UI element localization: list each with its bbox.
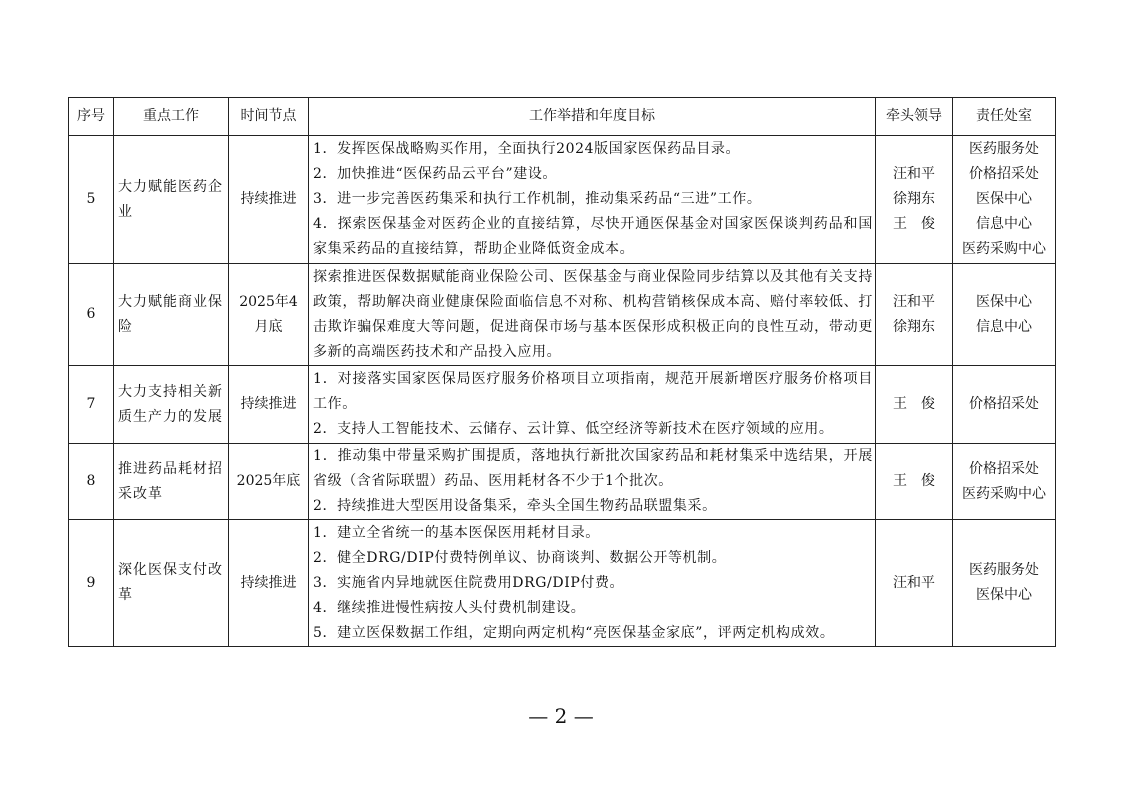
leader-name: 汪和平 bbox=[893, 574, 935, 591]
dept-name: 价格招采处 bbox=[969, 396, 1039, 412]
dept-name: 信息中心 bbox=[976, 318, 1032, 335]
time-node-text: 2025年底 bbox=[236, 473, 301, 489]
measure-item: 1．建立全省统一的基本医保医用耗材目录。 bbox=[313, 524, 600, 541]
table-row bbox=[69, 366, 1056, 444]
row-number-text: 9 bbox=[86, 574, 96, 591]
measures bbox=[309, 520, 876, 647]
time-node-text: 持续推进 bbox=[240, 396, 297, 412]
key-task-text: 大力赋能商业保险 bbox=[118, 293, 223, 335]
measure-item: 3．实施省内异地就医住院费用DRG/DIP付费。 bbox=[313, 574, 625, 591]
row-number bbox=[69, 366, 114, 444]
table-row bbox=[69, 264, 1056, 366]
row-number bbox=[69, 264, 114, 366]
time-node bbox=[229, 366, 309, 444]
header-time: 时间节点 bbox=[229, 98, 309, 136]
measure-item: 1．对接落实国家医保局医疗服务价格项目立项指南，规范开展新增医疗服务价格项目工作。 bbox=[313, 371, 873, 412]
dept-name: 医药采购中心 bbox=[962, 485, 1046, 502]
dept-name: 价格招采处 bbox=[969, 460, 1039, 477]
measure-item: 2．持续推进大型医用设备集采，牵头全国生物药品联盟集采。 bbox=[313, 498, 717, 514]
key-task-text: 大力赋能医药企业 bbox=[118, 178, 223, 220]
measure-item: 1．发挥医保战略购买作用，全面执行2024版国家医保药品目录。 bbox=[313, 141, 741, 157]
key-task bbox=[114, 264, 229, 366]
row-number bbox=[69, 444, 114, 520]
measure-item: 2．支持人工智能技术、云储存、云计算、低空经济等新技术在医疗领域的应用。 bbox=[313, 421, 834, 437]
measure-item: 2．健全DRG/DIP付费特例单议、协商谈判、数据公开等机制。 bbox=[313, 549, 727, 566]
work-plan-table bbox=[68, 97, 1056, 647]
measures bbox=[309, 366, 876, 444]
key-task-text: 大力支持相关新质生产力的发展 bbox=[118, 383, 223, 425]
dept-name: 医药服务处 bbox=[969, 562, 1039, 578]
leader-name: 王 俊 bbox=[893, 216, 935, 232]
leader-name: 王 俊 bbox=[893, 396, 935, 412]
time-node bbox=[229, 136, 309, 264]
table-row bbox=[69, 444, 1056, 520]
time-node-text: 持续推进 bbox=[240, 191, 297, 207]
time-node bbox=[229, 520, 309, 647]
leader-name: 徐翔东 bbox=[893, 318, 935, 335]
row-number-text: 5 bbox=[86, 191, 96, 207]
key-task bbox=[114, 520, 229, 647]
measure-item: 5．建立医保数据工作组，定期向两定机构“亮医保基金家底”，评两定机构成效。 bbox=[313, 624, 835, 641]
lead-leaders bbox=[876, 520, 953, 647]
leader-name: 汪和平 bbox=[893, 166, 935, 182]
key-task-text: 推进药品耗材招采改革 bbox=[118, 460, 223, 502]
measures bbox=[309, 264, 876, 366]
header-no: 序号 bbox=[69, 98, 114, 136]
row-number-text: 6 bbox=[86, 306, 96, 322]
responsible-depts bbox=[953, 444, 1056, 520]
time-node bbox=[229, 444, 309, 520]
responsible-depts bbox=[953, 136, 1056, 264]
key-task bbox=[114, 444, 229, 520]
page-number: — 2 — bbox=[528, 704, 594, 728]
row-number-text: 8 bbox=[86, 473, 96, 489]
measure-item: 3．进一步完善医药集采和执行工作机制，推动集采药品“三进”工作。 bbox=[313, 191, 762, 207]
time-node-text: 持续推进 bbox=[240, 574, 297, 591]
key-task bbox=[114, 366, 229, 444]
time-node-text: 2025年4月底 bbox=[239, 293, 298, 335]
table-row bbox=[69, 136, 1056, 264]
dept-name: 医保中心 bbox=[976, 587, 1032, 603]
dept-name: 医保中心 bbox=[976, 293, 1032, 310]
row-number bbox=[69, 520, 114, 647]
header-leader: 牵头领导 bbox=[876, 98, 953, 136]
responsible-depts bbox=[953, 366, 1056, 444]
header-task: 重点工作 bbox=[114, 98, 229, 136]
responsible-depts bbox=[953, 264, 1056, 366]
dept-name: 信息中心 bbox=[976, 216, 1032, 232]
row-number bbox=[69, 136, 114, 264]
dept-name: 价格招采处 bbox=[969, 166, 1039, 182]
measure-item: 4．探索医保基金对医药企业的直接结算，尽快开通医保基金对国家医保谈判药品和国家集采药品的直接结算，帮助企业降低资金成本。 bbox=[313, 216, 873, 257]
measures bbox=[309, 444, 876, 520]
measure-item: 4．继续推进慢性病按人头付费机制建设。 bbox=[313, 599, 586, 616]
dept-name: 医药服务处 bbox=[969, 141, 1039, 157]
leader-name: 王 俊 bbox=[893, 473, 935, 489]
responsible-depts bbox=[953, 520, 1056, 647]
header-measures: 工作举措和年度目标 bbox=[309, 98, 876, 136]
row-number-text: 7 bbox=[86, 396, 96, 412]
lead-leaders bbox=[876, 136, 953, 264]
dept-name: 医保中心 bbox=[976, 191, 1032, 207]
lead-leaders bbox=[876, 366, 953, 444]
key-task bbox=[114, 136, 229, 264]
measures bbox=[309, 136, 876, 264]
header-dept: 责任处室 bbox=[953, 98, 1056, 136]
measure-item: 2．加快推进“医保药品云平台”建设。 bbox=[313, 166, 558, 182]
table-row bbox=[69, 520, 1056, 647]
leader-name: 徐翔东 bbox=[893, 191, 935, 207]
measure-item: 1．推动集中带量采购扩围提质，落地执行新批次国家药品和耗材集采中选结果，开展省级（含省际联盟）药品、医用耗材各不少于1个批次。 bbox=[313, 448, 873, 489]
key-task-text: 深化医保支付改革 bbox=[118, 562, 223, 603]
lead-leaders bbox=[876, 264, 953, 366]
measure-item: 探索推进医保数据赋能商业保险公司、医保基金与商业保险同步结算以及其他有关支持政策，帮助解决商业健康保险面临信息不对称、机构营销核保成本高、赔付率较低、打击欺诈骗保难度大等问题，促进商保市场与基本医保形成积极正向的良性互动，带动更多新的高端医药技术和产品投入应用。 bbox=[313, 268, 873, 360]
lead-leaders bbox=[876, 444, 953, 520]
table-header-row bbox=[69, 98, 1056, 136]
time-node bbox=[229, 264, 309, 366]
dept-name: 医药采购中心 bbox=[962, 241, 1046, 257]
leader-name: 汪和平 bbox=[893, 293, 935, 310]
